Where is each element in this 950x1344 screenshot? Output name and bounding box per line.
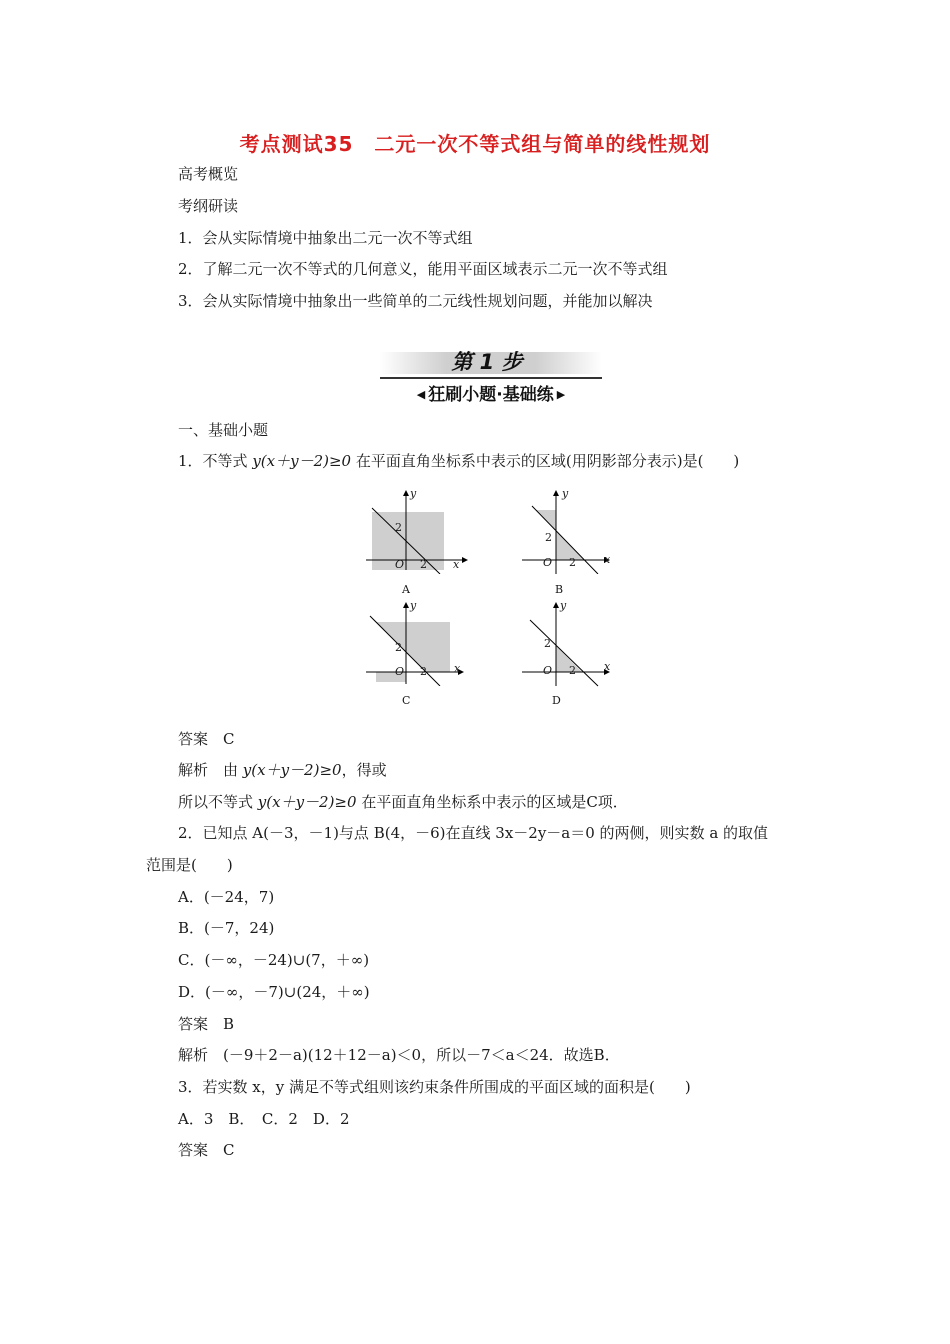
step-banner: [380, 346, 602, 410]
q2-question-line1: 2．已知点 A(－3，－1)与点 B(4，－6)在直线 3x－2y－a＝0 的两侧，则实数 a 的取值: [178, 824, 769, 842]
fig-a-y-label: y: [410, 487, 417, 500]
q2-answer: 答案 B: [178, 1015, 235, 1033]
q1-analysis: [178, 760, 387, 780]
fig-d-caption: D: [552, 694, 561, 707]
q2-option-d: D．(－∞，－7)∪(24，＋∞): [178, 983, 370, 1001]
fig-a-x-tick: 2: [420, 558, 427, 571]
fig-b-x-label: x: [604, 553, 611, 566]
right-arrow-icon: ▶: [556, 388, 566, 401]
requirement-1: 1．会从实际情境中抽象出二元一次不等式组: [178, 229, 473, 247]
q1-conclusion-b: 在平面直角坐标系中表示的区域是C项．: [356, 793, 628, 811]
boundary-line: [530, 620, 598, 686]
q2-option-b: B．(－7，24): [178, 919, 275, 937]
fig-d-y-tick: 2: [544, 637, 551, 650]
fig-b-y-label: y: [562, 487, 569, 500]
fig-b-origin: O: [543, 556, 553, 569]
q1-analysis-a: 由: [223, 761, 243, 779]
q1-analysis-label: 解析: [178, 761, 224, 779]
q1-conclusion: [178, 792, 628, 812]
fig-b-caption: B: [555, 583, 564, 596]
boundary-line: [532, 506, 598, 574]
banner-subtitle: 狂刷小题·基础练: [428, 385, 554, 405]
fig-c-origin: O: [395, 665, 405, 678]
fig-c-x-label: x: [454, 662, 461, 675]
q2-question-line2: 范围是( ): [146, 856, 233, 874]
q3-options: A．3 B． C．2 D．2: [178, 1110, 350, 1128]
q3-answer: 答案 C: [178, 1141, 235, 1159]
q1-inequality: y(x＋y－2)≥0: [252, 452, 352, 470]
fig-a-caption: A: [402, 583, 410, 596]
overview-heading: 高考概览: [178, 165, 239, 183]
banner-step: 第 1 步: [451, 350, 523, 374]
q1-pre: 1．不等式: [178, 452, 253, 470]
section-heading: 一、基础小题: [178, 421, 269, 439]
y-arrow-icon: [403, 490, 409, 496]
requirement-3: 3．会从实际情境中抽象出一些简单的二元线性规划问题，并能加以解决: [178, 292, 653, 310]
y-arrow-icon: [553, 490, 559, 496]
q2-option-a: A．(－24，7): [178, 888, 275, 906]
q1-analysis-inequality: y(x＋y－2)≥0: [242, 761, 342, 779]
banner-subtitle-row: [380, 382, 602, 408]
fig-a-x-label: x: [453, 558, 460, 571]
q1-post: 在平面直角坐标系中表示的区域(用阴影部分表示)是( ): [351, 452, 740, 470]
figure-d: [518, 600, 618, 690]
y-arrow-icon: [403, 602, 409, 608]
fig-a-y-tick: 2: [395, 521, 402, 534]
fig-d-x-label: x: [604, 660, 611, 673]
requirement-2: 2．了解二元一次不等式的几何意义，能用平面区域表示二元一次不等式组: [178, 260, 668, 278]
q3-question: 3．若实数 x，y 满足不等式组则该约束条件所围成的平面区域的面积是( ): [178, 1078, 691, 1096]
fig-d-origin: O: [543, 664, 553, 677]
q2-option-c: C．(－∞，－24)∪(7，＋∞): [178, 951, 370, 969]
q1-answer: 答案 C: [178, 730, 235, 748]
fig-c-y-tick: 2: [395, 641, 402, 654]
page-title: 考点测试35 二元一次不等式组与简单的线性规划: [239, 132, 711, 156]
fig-b-y-tick: 2: [545, 531, 552, 544]
fig-d-x-tick: 2: [569, 664, 576, 677]
fig-d-y-label: y: [560, 599, 567, 612]
fig-c-x-tick: 2: [420, 665, 427, 678]
shaded-region-upper-right: [406, 622, 450, 672]
fig-c-y-label: y: [410, 599, 417, 612]
q1-question: [178, 451, 739, 471]
x-arrow-icon: [462, 557, 468, 563]
fig-b-x-tick: 2: [569, 556, 576, 569]
q1-conclusion-a: 所以不等式: [178, 793, 258, 811]
y-arrow-icon: [553, 602, 559, 608]
outline-heading: 考纲研读: [178, 197, 239, 215]
figure-b: [518, 488, 618, 574]
left-arrow-icon: ◀: [416, 388, 426, 401]
q1-analysis-b: ，得或: [341, 761, 387, 779]
shaded-region: [372, 512, 444, 570]
q2-analysis: 解析 (－9＋2－a)(12＋12－a)＜0，所以－7＜a＜24．故选B．: [178, 1046, 620, 1064]
fig-c-caption: C: [402, 694, 411, 707]
fig-a-origin: O: [395, 558, 405, 571]
banner-divider: [380, 377, 602, 379]
q1-conclusion-inequality: y(x＋y－2)≥0: [257, 793, 357, 811]
